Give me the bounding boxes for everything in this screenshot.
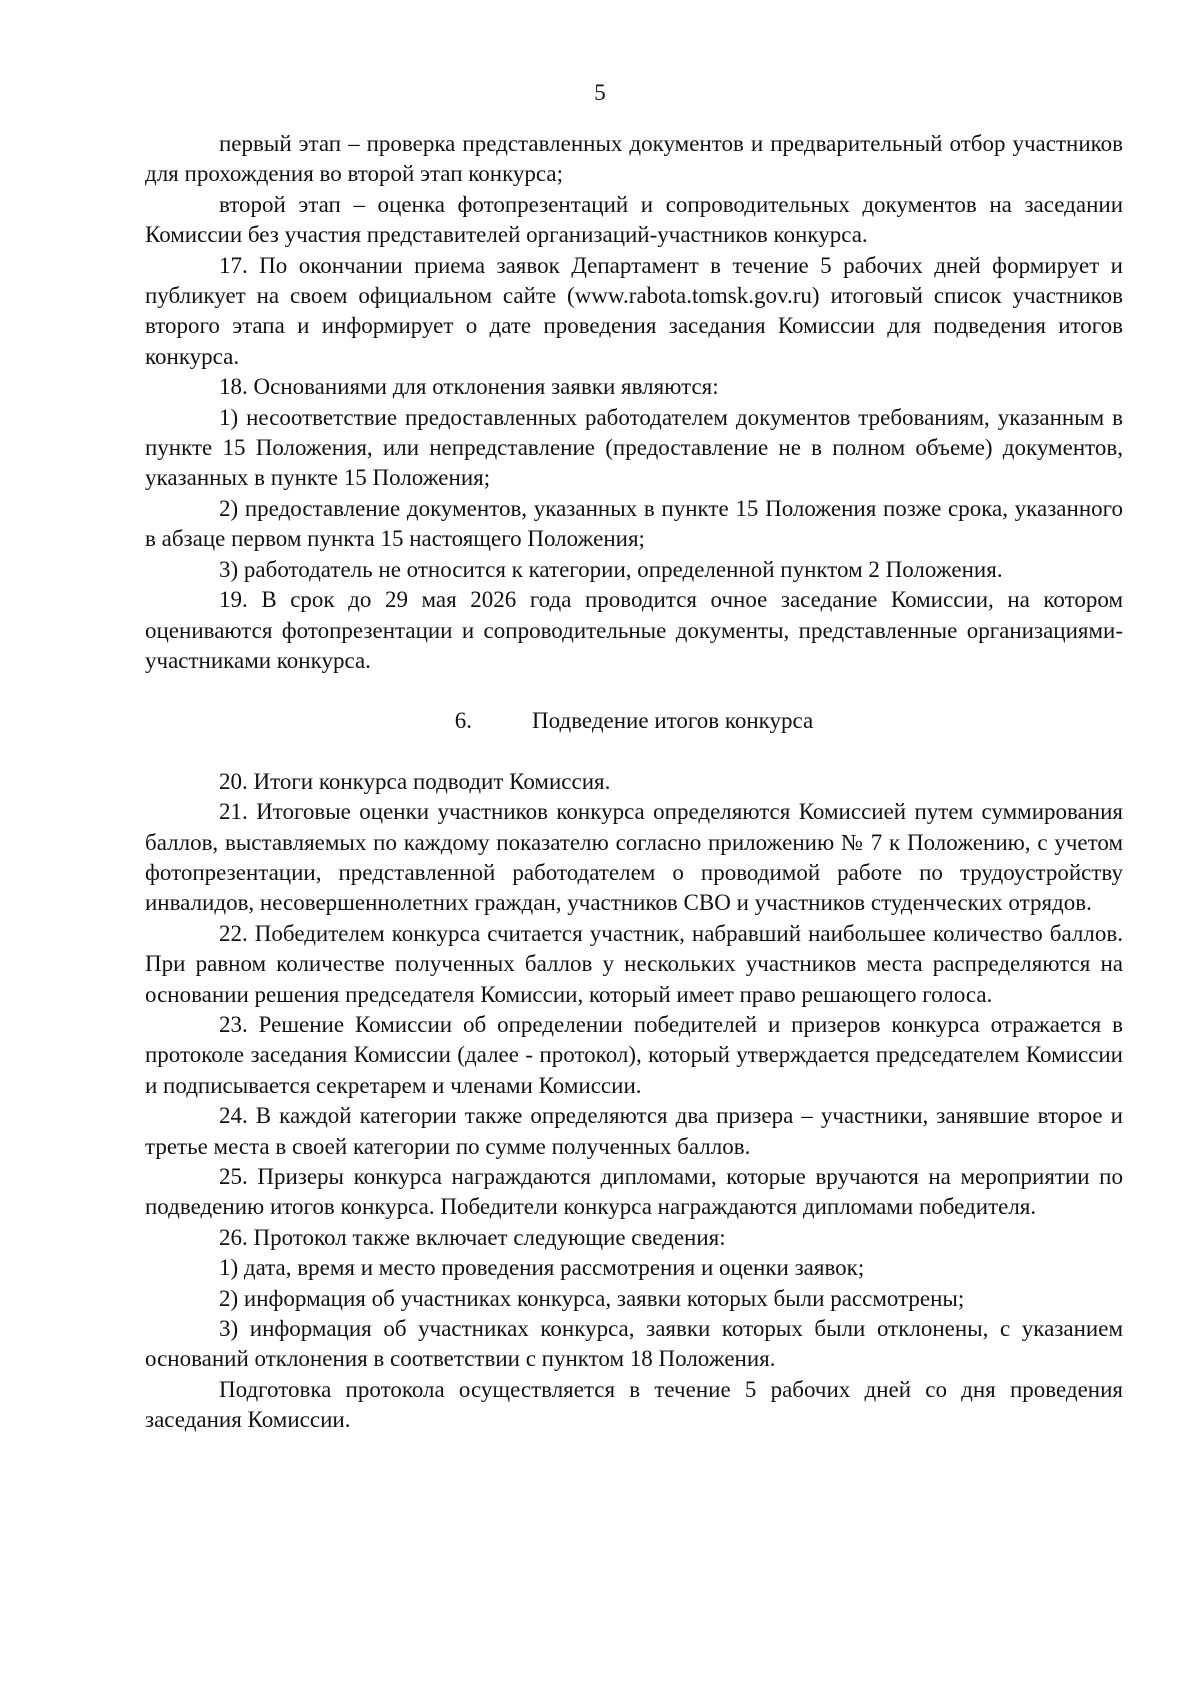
paragraph-18: 18. Основаниями для отклонения заявки являются: [219, 374, 719, 400]
section-spacer-top [145, 676, 1123, 706]
paragraph-26: 26. Протокол также включает следующие сведения: [219, 1224, 726, 1250]
paragraph-22: 22. Победителем конкурса считается участник, набравший наибольшее количество баллов. При равном количестве полученных баллов у нескольких участников места распределяются на основании решения председателя Комиссии, который имеет право решающего голоса. [145, 920, 1123, 1007]
section-number: 6. [454, 708, 473, 734]
paragraph-25: 25. Призеры конкурса награждаются дипломами, которые вручаются на мероприятии по подведению итогов конкурса. Победители конкурса награждаются дипломами победителя. [145, 1164, 1123, 1220]
page-number: 5 [594, 80, 606, 105]
paragraph-stage-1: первый этап – проверка представленных документов и предварительный отбор участников для прохождения во второй этап конкурса; [145, 131, 1123, 187]
paragraph-18-item-1: 1) несоответствие предоставленных работодателем документов требованиям, указанным в пункте 15 Положения, или непредставление (предоставление не в полном объеме) документов, указанных в пункте 15 Положения; [145, 404, 1123, 491]
paragraph-26-item-1: 1) дата, время и место проведения рассмотрения и оценки заявок; [219, 1255, 865, 1281]
paragraph-19: 19. В срок до 29 мая 2026 года проводится очное заседание Комиссии, на котором оцениваются фотопрезентации и сопроводительные документы, представленные организациями-участниками конкурса. [145, 587, 1123, 673]
paragraph-18-item-2: 2) предоставление документов, указанных в пункте 15 Положения позже срока, указанного в абзаце первом пункта 15 настоящего Положения; [145, 495, 1123, 552]
paragraph-23: 23. Решение Комиссии об определении победителей и призеров конкурса отражается в протоколе заседания Комиссии (далее - протокол), который утверждается председателем Комиссии и подписывается секретарем и членами Комиссии. [145, 1011, 1123, 1098]
paragraph-stage-2: второй этап – оценка фотопрезентаций и сопроводительных документов на заседании Комиссии без участия представителей организаций-участников конкурса. [145, 191, 1123, 248]
paragraph-26-item-3: 3) информация об участниках конкурса, заявки которых были отклонены, с указанием оснований отклонения в соответствии с пунктом 18 Положения. [145, 1316, 1123, 1372]
paragraph-protocol-preparation: Подготовка протокола осуществляется в течение 5 рабочих дней со дня проведения заседания Комиссии. [145, 1376, 1123, 1433]
paragraph-24: 24. В каждой категории также определяются два призера – участники, занявшие второе и третье места в своей категории по сумме полученных баллов. [145, 1103, 1123, 1159]
section-spacer-bottom [145, 737, 1123, 767]
document-body [145, 129, 1123, 1436]
paragraph-18-item-3: 3) работодатель не относится к категории, определенной пунктом 2 Положения. [219, 556, 1003, 582]
section-title: Подведение итогов конкурса [532, 708, 814, 734]
paragraph-20: 20. Итоги конкурса подводит Комиссия. [219, 768, 611, 794]
paragraph-21: 21. Итоговые оценки участников конкурса определяются Комиссией путем суммирования баллов, выставляемых по каждому показателю согласно приложению № 7 к Положению, с учетом фотопрезентации, представленной работодателем о проводимой работе по трудоустройству инвалидов, несовершеннолетних граждан, участников СВО и участников студенческих отрядов. [145, 799, 1123, 916]
section-heading [145, 706, 1123, 736]
paragraph-17: 17. По окончании приема заявок Департамент в течение 5 рабочих дней формирует и публикует на своем официальном сайте (www.rabota.tomsk.gov.ru) итоговый список участников второго этапа и информирует о дате проведения заседания Комиссии для подведения итогов конкурса. [145, 252, 1123, 369]
paragraph-26-item-2: 2) информация об участниках конкурса, заявки которых были рассмотрены; [219, 1285, 965, 1311]
